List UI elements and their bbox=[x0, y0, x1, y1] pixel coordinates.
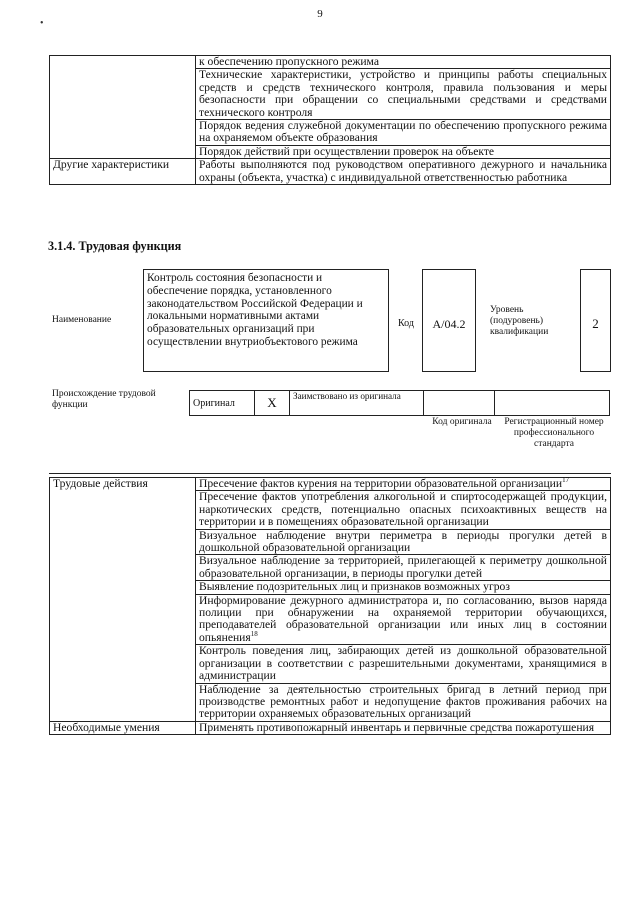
function-code: А/04.2 bbox=[422, 269, 476, 372]
action-text: Визуальное наблюдение за территорией, прилегающей к периметру дошкольной образовательной организации, в периоды прогулки детей bbox=[199, 554, 607, 580]
action-cell bbox=[196, 529, 611, 555]
divider bbox=[49, 473, 611, 474]
origin-label bbox=[52, 389, 180, 411]
original-code-cell bbox=[424, 391, 495, 416]
table-cell: Технические характеристики, устройство и принципы работы специальных средств и средств технического контроля, правила пользования и меры безопасности при обращении со специальными средствами и средствами технического контроля bbox=[196, 69, 611, 120]
name-label: Наименование bbox=[52, 315, 112, 325]
table-cell: Работы выполняются под руководством оперативного дежурного и начальника охраны (объекта, участка) с индивидуальной ответственностью работника bbox=[196, 159, 611, 185]
action-cell bbox=[196, 645, 611, 683]
action-cell bbox=[196, 594, 611, 645]
origin-label-text: Происхождение трудовой функции bbox=[52, 389, 156, 410]
origin-table bbox=[189, 390, 610, 416]
action-cell bbox=[196, 555, 611, 581]
table-row bbox=[190, 391, 610, 416]
action-text: Пресечение фактов курения на территории образовательной организации bbox=[199, 477, 563, 490]
action-text: Наблюдение за деятельностью строительных бригад в летний период при производстве ремонтных работ и недопущение фактов проживания рабочих на территории охраняемых образовательных организаций bbox=[199, 682, 607, 721]
action-cell bbox=[196, 581, 611, 594]
level-label bbox=[490, 305, 568, 338]
skill-cell bbox=[196, 721, 611, 734]
function-name: Контроль состояния безопасности и обеспечение порядка, установленного законодательством Российской Федерации и локальными нормативными актами образовательных организаций при осуществлении внутриобъектового режима bbox=[143, 269, 389, 372]
registration-caption: Регистрационный номер профессионального стандарта bbox=[504, 417, 604, 449]
table-cell: Порядок действий при осуществлении проверок на объекте bbox=[196, 145, 611, 158]
row-label: Другие характеристики bbox=[50, 159, 196, 185]
qualification-level: 2 bbox=[580, 269, 611, 372]
action-text: Выявление подозрительных лиц и признаков возможных угроз bbox=[199, 580, 510, 594]
original-mark: X bbox=[255, 391, 290, 416]
borrowed-label: Заимствовано из оригинала bbox=[290, 391, 424, 416]
level-label-text: Уровень (подуровень) квалификации bbox=[490, 305, 549, 337]
footnote-ref: 18 bbox=[250, 630, 258, 639]
code-caption: Код оригинала bbox=[432, 417, 492, 427]
table-row bbox=[50, 721, 611, 734]
actions-label: Трудовые действия bbox=[50, 478, 196, 722]
table-row bbox=[50, 478, 611, 491]
action-text: Контроль поведения лиц, забирающих детей из дошкольной образовательной организации в соответствии с разрешительными документами, хранящимися в администрации bbox=[199, 644, 607, 683]
action-text: Пресечение фактов употребления алкогольной и спиртосодержащей продукции, наркотических средств, потенциально опасных психоактивных веществ на территории и в помещениях образовательной организации bbox=[199, 490, 607, 529]
table-row bbox=[50, 56, 611, 69]
code-label: Код bbox=[398, 318, 414, 329]
table-row bbox=[50, 159, 611, 185]
row-label bbox=[50, 56, 196, 159]
registration-number-cell bbox=[495, 391, 610, 416]
table-cell: к обеспечению пропускного режима bbox=[196, 56, 611, 69]
action-text: Визуальное наблюдение внутри периметра в периоды прогулки детей в дошкольной образовательной организации bbox=[199, 528, 607, 555]
skill-text: Применять противопожарный инвентарь и первичные средства пожаротушения bbox=[199, 720, 595, 734]
skills-label: Необходимые умения bbox=[50, 721, 196, 734]
corner-mark: • bbox=[40, 18, 44, 29]
page-number: 9 bbox=[317, 8, 323, 20]
action-cell bbox=[196, 478, 611, 491]
footnote-ref: 17 bbox=[562, 476, 570, 485]
original-label: Оригинал bbox=[190, 391, 255, 416]
action-cell bbox=[196, 683, 611, 721]
table-cell: Порядок ведения служебной документации по обеспечению пропускного режима на охраняемом объекте образования bbox=[196, 120, 611, 146]
characteristics-table bbox=[49, 55, 611, 185]
section-title: 3.1.4. Трудовая функция bbox=[48, 239, 182, 253]
actions-table bbox=[49, 477, 611, 735]
action-cell bbox=[196, 491, 611, 529]
action-text: Информирование дежурного администратора и, по согласованию, вызов наряда полиции при обнаружении на охраняемой территории обучающихся, преподавателей образовательной организации или иных лиц в состоянии опьянения bbox=[199, 593, 607, 644]
